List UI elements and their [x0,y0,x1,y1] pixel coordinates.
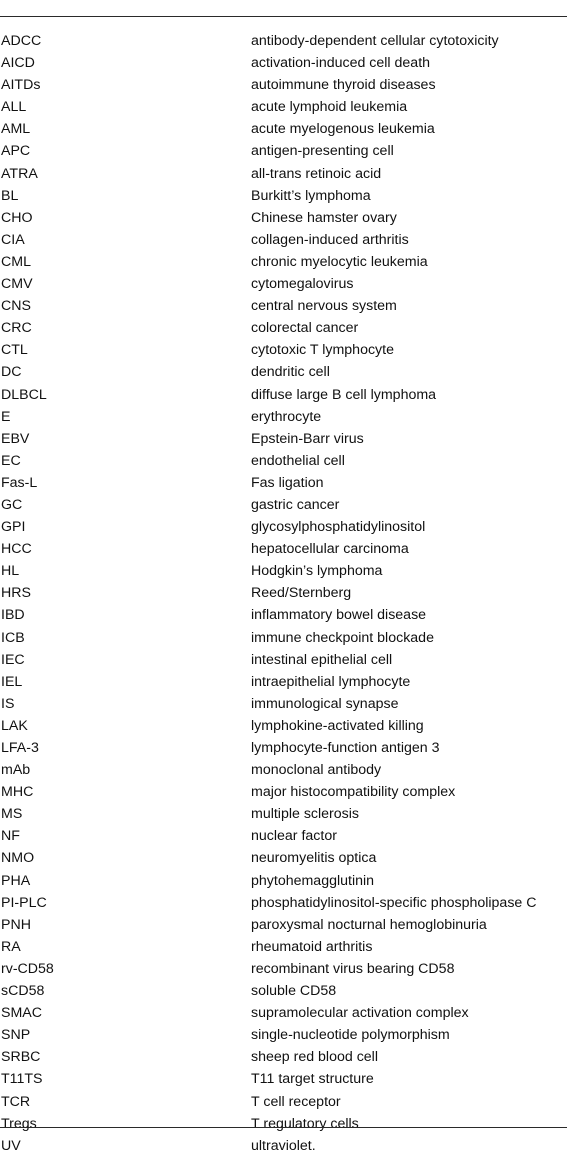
definition-cell: colorectal cancer [251,320,359,337]
abbreviation-cell: NMO [1,850,35,867]
table-row [0,163,567,185]
abbreviation-cell: RA [1,938,21,955]
table-row [0,428,567,450]
definition-cell: major histocompatibility complex [251,784,456,801]
abbreviation-cell: CMV [1,276,33,293]
definition-cell: antibody-dependent cellular cytotoxicity [251,33,499,49]
definition-cell: acute lymphoid leukemia [251,99,408,116]
abbreviation-cell: AML [1,121,31,138]
definition-cell: gastric cancer [251,496,340,513]
table-row [0,384,567,406]
table-row [0,229,567,251]
abbreviation-cell: EC [1,452,21,469]
table-row [0,980,567,1002]
table-row [0,759,567,781]
table-row [0,52,567,74]
definition-cell: sheep red blood cell [251,1049,378,1066]
abbreviation-cell: Fas-L [1,474,38,491]
definition-cell: immune checkpoint blockade [251,629,434,646]
table-row [0,803,567,825]
definition-cell: chronic myelocytic leukemia [251,253,428,270]
definition-cell: immunological synapse [251,695,399,712]
abbreviation-cell: T11TS [1,1071,43,1088]
abbreviation-cell: GC [1,496,23,513]
abbreviation-cell: E [1,408,11,425]
table-row [0,406,567,428]
table-row [0,30,567,52]
abbreviation-cell: CML [1,253,31,270]
abbreviation-cell: ICB [1,629,25,646]
definition-cell: rheumatoid arthritis [251,938,373,955]
table-row [0,339,567,361]
definition-cell: hepatocellular carcinoma [251,541,409,558]
table-row [0,494,567,516]
definition-cell: Burkitt’s lymphoma [251,187,371,204]
table-row [0,516,567,538]
abbreviation-cell: PNH [1,916,31,933]
abbreviation-cell: Tregs [1,1115,37,1132]
table-row [0,847,567,869]
definition-cell: Epstein-Barr virus [251,430,364,447]
definition-cell: Reed/Sternberg [251,585,352,602]
definition-cell: intestinal epithelial cell [251,651,393,668]
table-row [0,1113,567,1135]
definition-cell: lymphocyte-function antigen 3 [251,740,440,756]
table-row [0,361,567,383]
table-row [0,781,567,803]
definition-cell: Hodgkin’s lymphoma [251,563,383,580]
definition-cell: collagen-induced arthritis [251,231,409,248]
table-row [0,1135,567,1157]
table-row [0,914,567,936]
abbreviation-cell: BL [1,187,19,204]
abbreviation-table [0,30,567,1157]
definition-cell: paroxysmal nocturnal hemoglobinuria [251,916,487,933]
table-row [0,538,567,560]
definition-cell: cytotoxic T lymphocyte [251,342,394,359]
definition-cell: ultraviolet. [251,1137,316,1154]
abbreviation-cell: IEL [1,673,23,690]
definition-cell: phosphatidylinositol-specific phospholipase C [251,894,537,911]
abbreviation-cell: HCC [1,541,32,558]
table-row [0,1046,567,1068]
definition-cell: neuromyelitis optica [251,850,377,867]
definition-cell: cytomegalovirus [251,276,354,293]
definition-cell: erythrocyte [251,408,322,425]
abbreviation-cell: rv-CD58 [1,960,54,977]
definition-cell: Chinese hamster ovary [251,209,397,226]
table-row [0,1091,567,1113]
definition-cell: Fas ligation [251,474,324,491]
table-row [0,472,567,494]
table-row [0,118,567,140]
table-row [0,251,567,273]
table-row [0,1068,567,1090]
abbreviation-cell: PI-PLC [1,894,47,911]
abbreviation-cell: IS [1,695,15,712]
definition-cell: monoclonal antibody [251,762,382,779]
abbreviation-cell: AICD [1,55,35,72]
definition-cell: endothelial cell [251,452,345,469]
table-row [0,96,567,118]
definition-cell: T cell receptor [251,1093,341,1110]
definition-cell: glycosylphosphatidylinositol [251,519,426,536]
table-row [0,273,567,295]
abbreviation-cell: DC [1,364,22,381]
abbreviation-cell: IEC [1,651,25,668]
table-row [0,140,567,162]
table-row [0,936,567,958]
table-row [0,295,567,317]
abbreviation-cell: SRBC [1,1049,41,1066]
abbreviation-cell: LAK [1,717,28,734]
abbreviation-cell: MS [1,806,23,823]
table-row [0,715,567,737]
abbreviation-cell: EBV [1,430,30,447]
definition-cell: diffuse large B cell lymphoma [251,386,437,403]
definition-cell: all-trans retinoic acid [251,165,382,182]
definition-cell: nuclear factor [251,828,337,845]
table-row [0,450,567,472]
abbreviation-cell: ATRA [1,165,38,182]
table-row [0,737,567,759]
bottom-rule [0,1127,567,1128]
definition-cell: supramolecular activation complex [251,1005,469,1022]
abbreviation-cell: ALL [1,99,27,116]
abbreviation-cell: sCD58 [1,983,45,1000]
abbreviation-cell: PHA [1,872,31,889]
abbreviation-cell: mAb [1,762,31,779]
table-row [0,627,567,649]
definition-cell: recombinant virus bearing CD58 [251,960,455,977]
abbreviation-cell: CIA [1,231,25,248]
definition-cell: T11 target structure [251,1071,374,1088]
abbreviation-cell: SNP [1,1027,31,1044]
abbreviation-cell: HL [1,563,20,580]
abbreviation-cell: ADCC [1,33,42,49]
abbreviation-cell: UV [1,1137,21,1154]
table-row [0,958,567,980]
abbreviation-cell: NF [1,828,20,845]
top-rule [0,16,567,17]
abbreviation-cell: DLBCL [1,386,47,403]
table-row [0,207,567,229]
definition-cell: inflammatory bowel disease [251,607,427,624]
table-row [0,560,567,582]
abbreviation-cell: HRS [1,585,31,602]
table-row [0,1024,567,1046]
definition-cell: antigen-presenting cell [251,143,394,160]
definition-cell: dendritic cell [251,364,330,381]
definition-cell: soluble CD58 [251,983,337,1000]
definition-cell: lymphokine-activated killing [251,717,424,734]
table-row [0,185,567,207]
abbreviation-cell: LFA-3 [1,740,39,756]
abbreviation-cell: IBD [1,607,25,624]
definition-cell: acute myelogenous leukemia [251,121,435,138]
table-row [0,1002,567,1024]
definition-cell: activation-induced cell death [251,55,431,72]
definition-cell: intraepithelial lymphocyte [251,673,411,690]
abbreviation-cell: AITDs [1,77,41,94]
abbreviation-cell: SMAC [1,1005,42,1022]
abbreviation-cell: MHC [1,784,34,801]
table-row [0,582,567,604]
table-row [0,693,567,715]
abbreviation-cell: CHO [1,209,33,226]
definition-cell: single-nucleotide polymorphism [251,1027,450,1044]
definition-cell: phytohemagglutinin [251,872,375,889]
table-row [0,825,567,847]
abbreviation-table-body [0,30,567,1157]
definition-cell: autoimmune thyroid diseases [251,77,436,94]
definition-cell: central nervous system [251,298,397,315]
abbreviation-cell: GPI [1,519,26,536]
abbreviation-cell: APC [1,143,31,160]
abbreviation-cell: TCR [1,1093,31,1110]
table-row [0,671,567,693]
abbreviation-cell: CRC [1,320,32,337]
table-row [0,317,567,339]
table-row [0,870,567,892]
definition-cell: T regulatory cells [251,1115,359,1132]
table-row [0,649,567,671]
definition-cell: multiple sclerosis [251,806,360,823]
abbreviation-cell: CTL [1,342,28,359]
table-row [0,74,567,96]
table-row [0,604,567,626]
table-row [0,892,567,914]
abbreviation-cell: CNS [1,298,31,315]
